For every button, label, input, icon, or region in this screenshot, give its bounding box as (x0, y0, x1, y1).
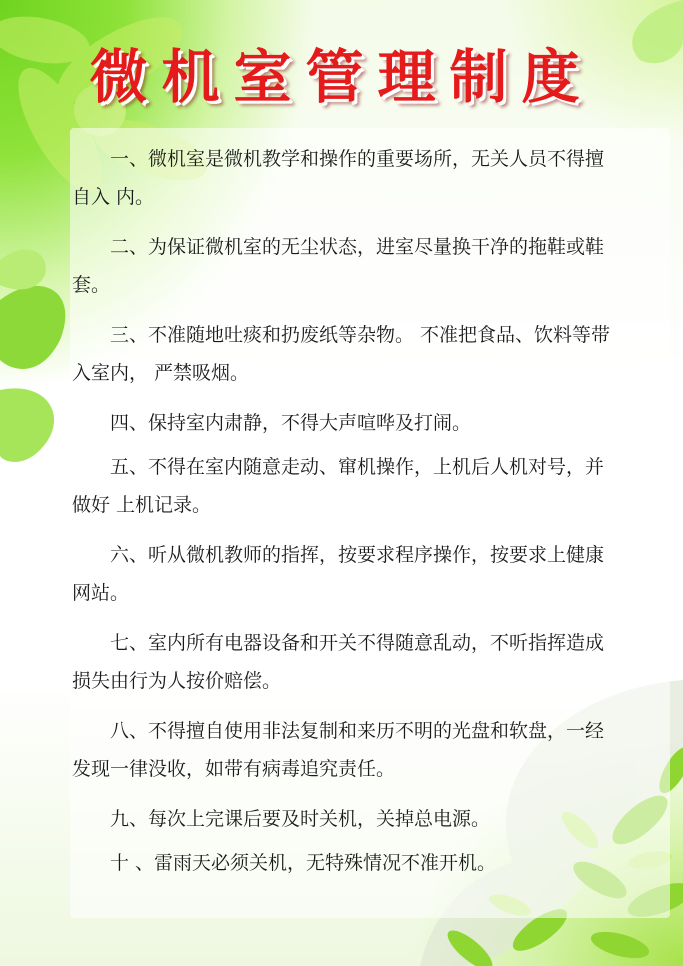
rule-item: 八、不得擅自使用非法复制和来历不明的光盘和软盘，一经发现一律没收，如带有病毒追究责任。 (72, 720, 605, 780)
rule-item: 十 、雷雨天必须关机，无特殊情况不准开机。 (110, 852, 497, 874)
page-title: 微机室管理制度 (89, 43, 594, 111)
rule-item: 五、不得在室内随意走动、窜机操作，上机后人机对号，并做好 上机记录。 (72, 456, 605, 516)
rules-list (72, 140, 612, 888)
rule-item: 七、室内所有电器设备和开关不得随意乱动，不听指挥造成损失由行为人按价赔偿。 (72, 632, 605, 692)
leaf-icon (0, 249, 65, 462)
rule-item: 九、每次上完课后要及时关机，关掉总电源。 (110, 808, 491, 830)
rule-item: 二、为保证微机室的无尘状态，进室尽量换干净的拖鞋或鞋套。 (72, 236, 605, 296)
rule-item: 四、保持室内肃静，不得大声喧哗及打闹。 (110, 412, 472, 434)
rule-item: 一、微机室是微机教学和操作的重要场所，无关人员不得擅自入 内。 (72, 148, 605, 208)
rule-item: 三、不准随地吐痰和扔废纸等杂物。 不准把食品、饮料等带入室内， 严禁吸烟。 (72, 324, 611, 384)
rule-item: 六、听从微机教师的指挥，按要求程序操作，按要求上健康网站。 (72, 544, 605, 604)
